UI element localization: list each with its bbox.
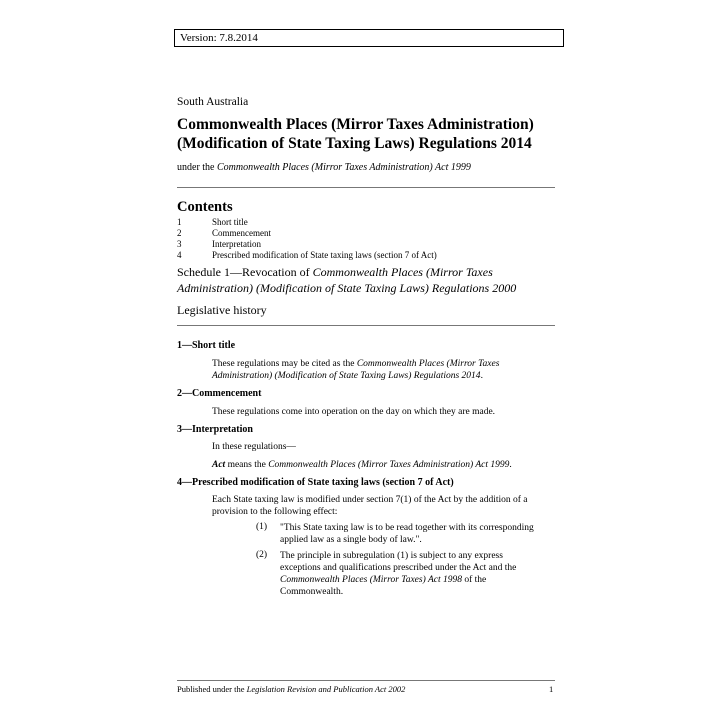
def-suffix: . xyxy=(509,460,512,470)
sub2-line-4: Commonwealth. xyxy=(280,587,344,597)
s4-line-2: provision to the following effect: xyxy=(212,507,338,517)
sub2-line-3 xyxy=(280,574,552,586)
s1-prefix: These regulations may be cited as the xyxy=(212,359,357,369)
section-4-text xyxy=(212,494,552,518)
sub1-line-1: "This State taxing law is to be read together with its corresponding xyxy=(280,523,534,533)
schedule-italic-2: Administration) (Modification of State Taxing Laws) Regulations 2000 xyxy=(177,281,517,295)
section-3-heading: 3—Interpretation xyxy=(177,424,253,435)
toc-legislative-history[interactable]: Legislative history xyxy=(177,303,267,317)
divider-contents xyxy=(177,325,555,326)
footer-prefix: Published under the xyxy=(177,684,247,694)
section-3-definition xyxy=(212,459,552,471)
toc-item-2-number: 2 xyxy=(177,228,182,238)
section-2-text: These regulations come into operation on the day on which they are made. xyxy=(212,407,496,417)
footer-divider xyxy=(177,680,555,681)
footer-publication xyxy=(177,684,405,694)
section-2-heading: 2—Commencement xyxy=(177,388,262,399)
s4-line-1: Each State taxing law is modified under section 7(1) of the Act by the addition of a xyxy=(212,495,528,505)
sub1-line-2: applied law as a single body of law.". xyxy=(280,535,422,545)
toc-item-2-title[interactable]: Commencement xyxy=(212,228,271,238)
subregulation-1-number: (1) xyxy=(256,522,268,532)
toc-item-3-title[interactable]: Interpretation xyxy=(212,239,261,249)
def-prefix: means the xyxy=(225,460,269,470)
version-box xyxy=(174,29,564,47)
sub2-suffix: of the xyxy=(461,575,487,585)
page-number: 1 xyxy=(549,684,554,694)
section-1-heading: 1—Short title xyxy=(177,340,236,351)
toc-schedule-1[interactable] xyxy=(177,264,557,296)
section-4-heading: 4—Prescribed modification of State taxing laws (section 7 of Act) xyxy=(177,477,454,488)
sub2-line-1: The principle in subregulation (1) is subject to any express xyxy=(280,551,503,561)
contents-heading: Contents xyxy=(177,199,233,215)
under-prefix: under the xyxy=(177,162,217,173)
footer-act: Legislation Revision and Publication Act 2002 xyxy=(246,684,406,694)
toc-item-1-number: 1 xyxy=(177,217,182,227)
jurisdiction: South Australia xyxy=(177,96,249,108)
toc-item-1-title[interactable]: Short title xyxy=(212,217,248,227)
enabling-act-name: Commonwealth Places (Mirror Taxes Administration) Act 1999 xyxy=(217,162,471,173)
toc-item-4-number: 4 xyxy=(177,250,182,260)
toc-item-4-title[interactable]: Prescribed modification of State taxing laws (section 7 of Act) xyxy=(212,250,437,260)
sub2-line-2: exceptions and qualifications prescribed under the Act and the xyxy=(280,563,517,573)
section-1-text xyxy=(212,358,552,382)
enabling-act-line xyxy=(177,162,471,173)
title-line-1: Commonwealth Places (Mirror Taxes Administration) xyxy=(177,116,534,133)
section-3-intro: In these regulations— xyxy=(212,442,296,452)
s1-italic-2: Administration) (Modification of State Taxing Laws) Regulations 2014 xyxy=(212,371,481,381)
subregulation-2-number: (2) xyxy=(256,550,268,560)
document-title xyxy=(177,115,567,153)
divider-top xyxy=(177,187,555,188)
schedule-prefix: Schedule 1—Revocation of xyxy=(177,265,313,279)
subregulation-2-text xyxy=(280,550,552,598)
s1-suffix: . xyxy=(480,371,483,381)
def-italic: Commonwealth Places (Mirror Taxes Administration) Act 1999 xyxy=(268,460,510,470)
defined-term: Act xyxy=(212,460,226,470)
title-line-2: (Modification of State Taxing Laws) Regulations 2014 xyxy=(177,135,532,152)
schedule-italic-1: Commonwealth Places (Mirror Taxes xyxy=(312,265,493,279)
subregulation-1-text xyxy=(280,522,552,546)
version-label: Version: 7.8.2014 xyxy=(180,32,258,44)
s1-italic-1: Commonwealth Places (Mirror Taxes xyxy=(356,359,500,369)
sub2-italic: Commonwealth Places (Mirror Taxes) Act 1998 xyxy=(280,575,462,585)
toc-item-3-number: 3 xyxy=(177,239,182,249)
